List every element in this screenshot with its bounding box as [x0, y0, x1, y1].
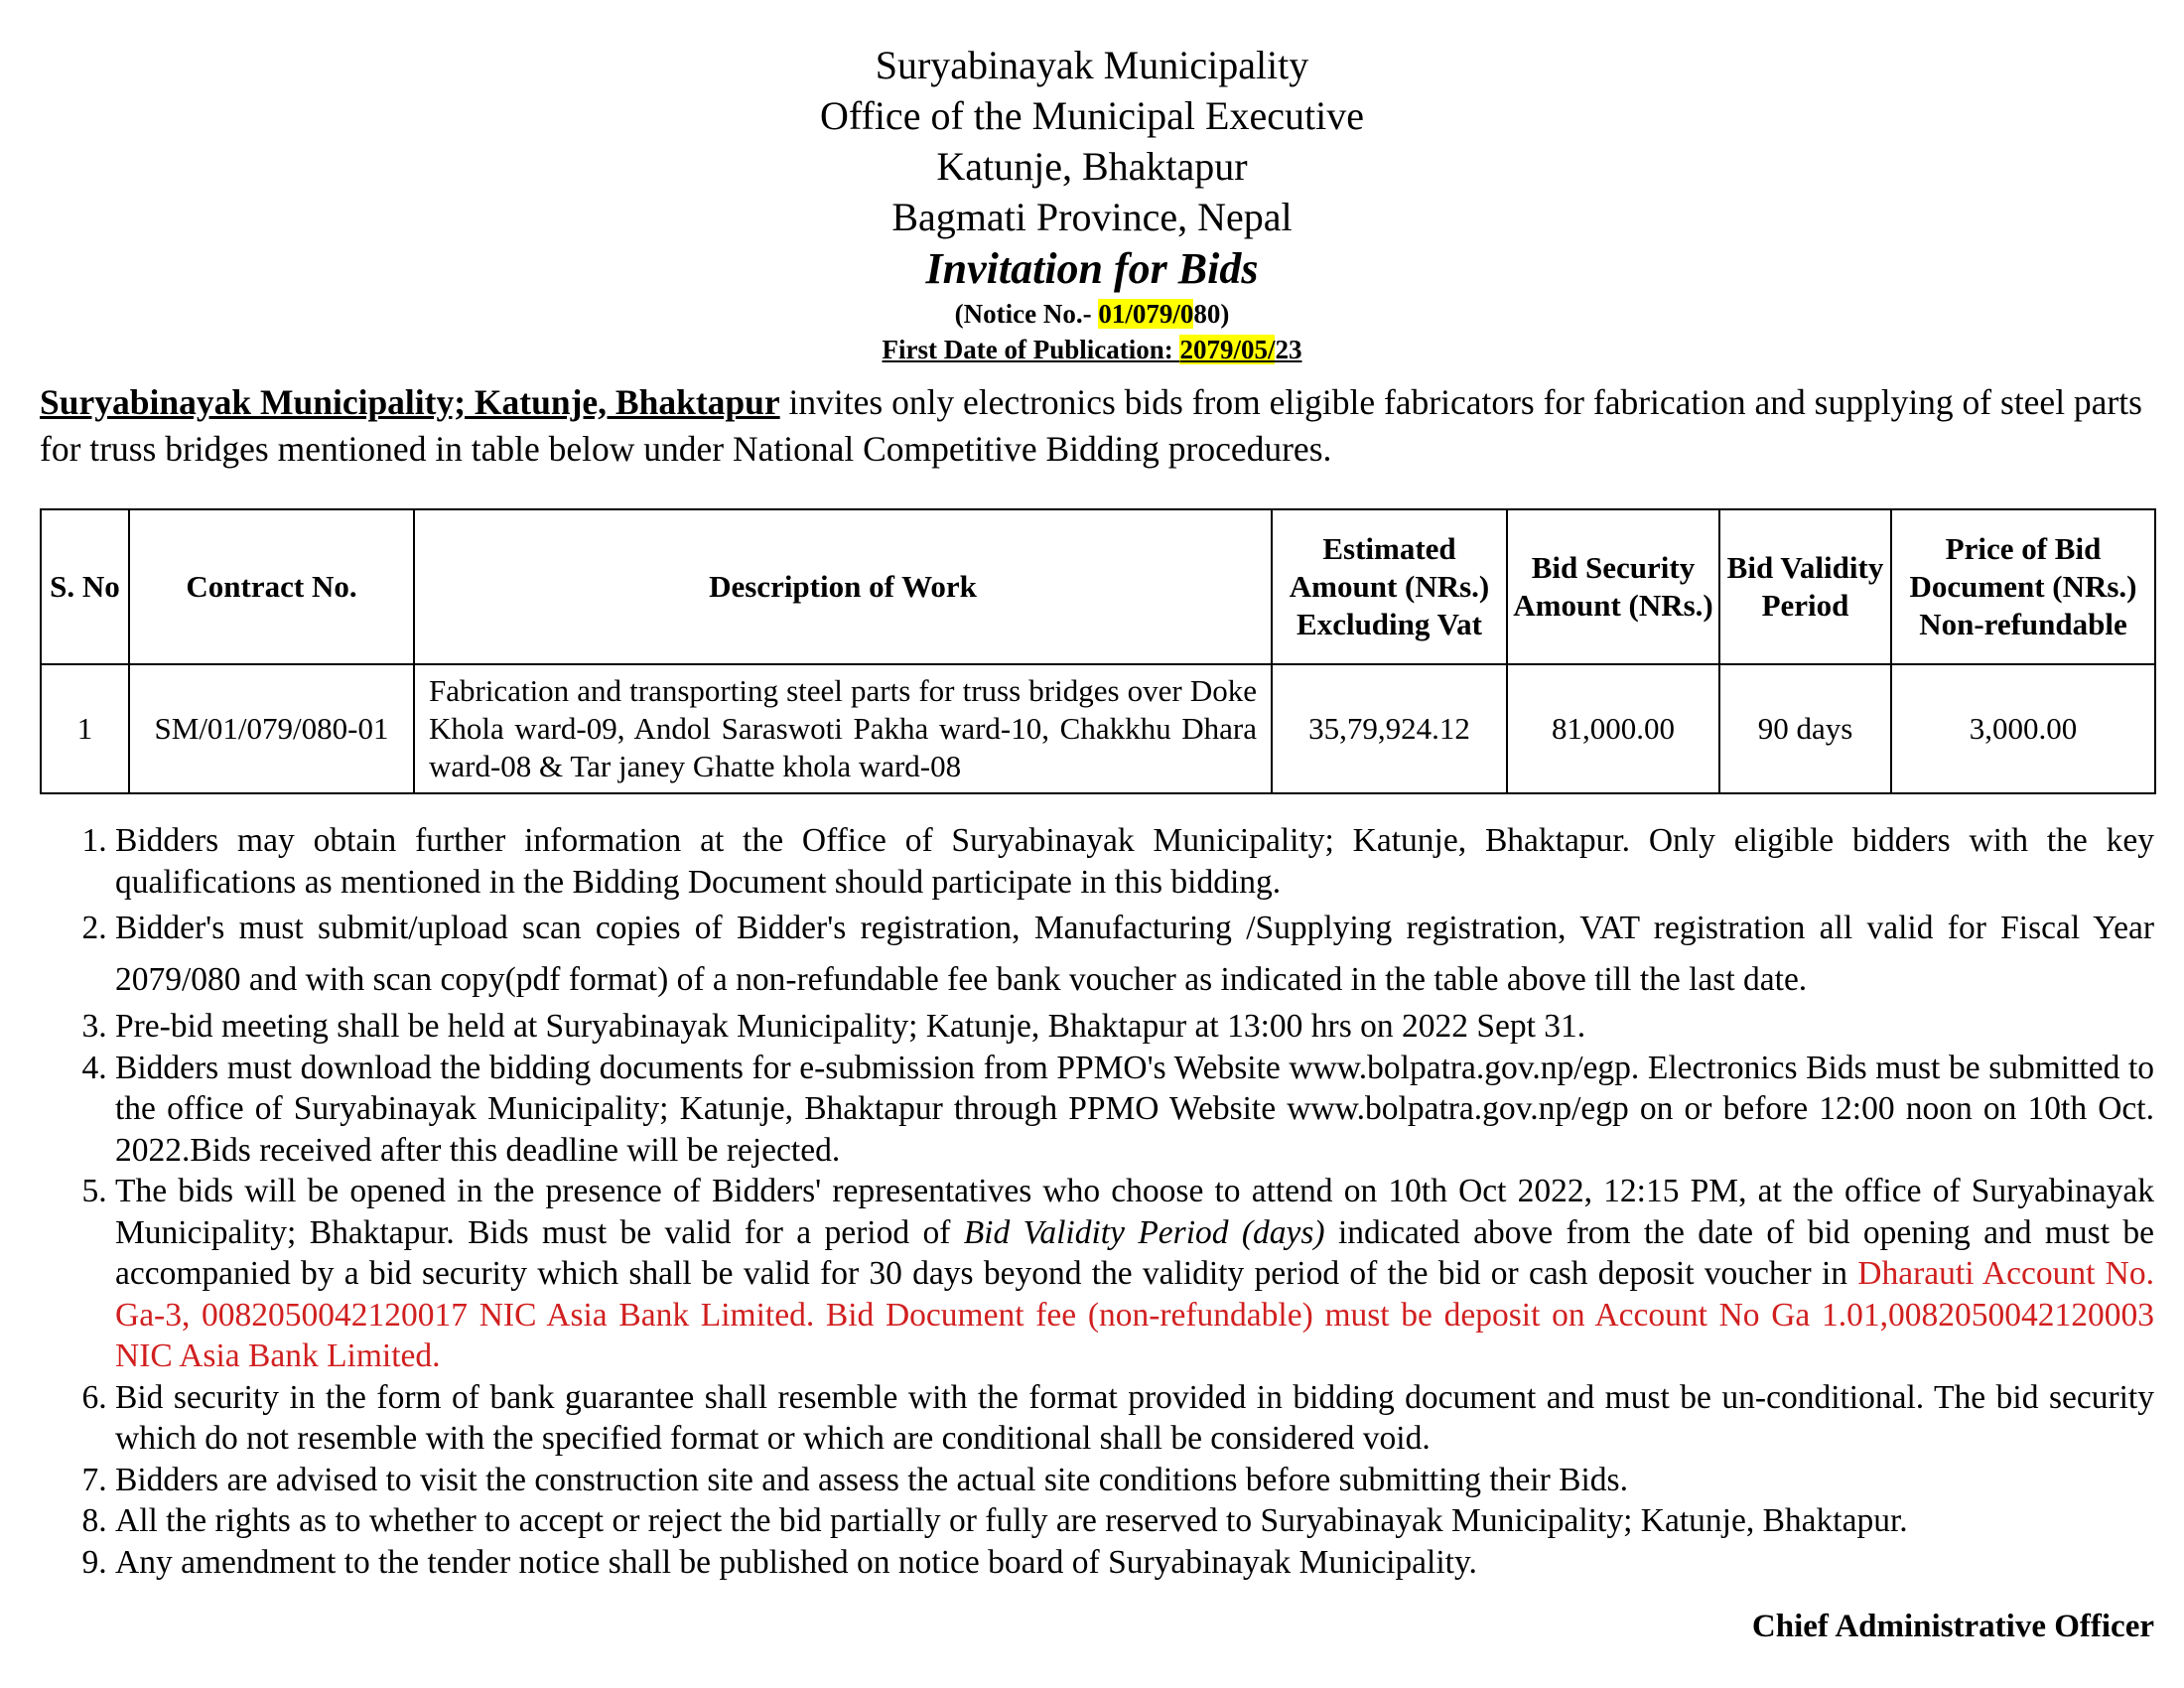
list-item: 1. Bidders may obtain further information at the Office of Suryabinayak Municipality; Katunje, Bhaktapur. Only eligible bidders with the key qualifications as mentioned in the Bidding Document should participate in this bidding.	[115, 820, 2154, 903]
publication-date-highlight: 2079/05/	[1179, 335, 1276, 364]
col-header-sn: S. No	[41, 509, 129, 664]
cell-sn: 1	[41, 664, 129, 793]
col-header-price: Price of Bid Document (NRs.) Non-refundable	[1891, 509, 2155, 664]
notice-number-suffix: 80)	[1193, 299, 1230, 329]
table-header-row	[41, 509, 2155, 664]
list-item: 3. Pre-bid meeting shall be held at Suryabinayak Municipality; Katunje, Bhaktapur at 13:00 hrs on 2022 Sept 31.	[115, 1006, 2154, 1048]
list-item: 9. Any amendment to the tender notice shall be published on notice board of Suryabinayak Municipality.	[115, 1542, 2154, 1584]
col-header-estimated: Estimated Amount (NRs.) Excluding Vat	[1272, 509, 1507, 664]
list-item	[115, 1171, 2154, 1377]
table-row	[41, 664, 2155, 793]
cell-description: Fabrication and transporting steel parts for truss bridges over Doke Khola ward-09, Andol Saraswoti Pakha ward-10, Chakkhu Dhara ward-08 & Tar janey Ghatte khola ward-08	[414, 664, 1272, 793]
col-header-security: Bid Security Amount (NRs.)	[1507, 509, 1719, 664]
cell-contract: SM/01/079/080-01	[129, 664, 414, 793]
notice-conditions-list	[40, 820, 2154, 1583]
publication-date-suffix: 23	[1275, 335, 1302, 364]
note5-italic: Bid Validity Period (days)	[963, 1213, 1325, 1251]
bid-table	[40, 508, 2156, 794]
cell-validity: 90 days	[1719, 664, 1891, 793]
province-country: Bagmati Province, Nepal	[891, 195, 1293, 239]
list-item: 4. Bidders must download the bidding documents for e-submission from PPMO's Website www.bolpatra.gov.np/egp. Electronics Bids must be submitted to the office of Suryabinayak Municipality; Katunje, Bhaktapur through PPMO Website www.bolpatra.gov.np/egp on or before 12:00 noon on 10th Oct. 2022.Bids received after this deadline will be rejected.	[115, 1048, 2154, 1172]
list-item: 8. All the rights as to whether to accept or reject the bid partially or fully are reserved to Suryabinayak Municipality; Katunje, Bhaktapur.	[115, 1500, 2154, 1542]
intro-paragraph	[40, 379, 2154, 473]
intro-text: invites only electronics bids from eligible fabricators for fabrication and supplying of steel parts for truss bridges mentioned in table below under National Competitive Bidding procedures.	[40, 382, 2142, 469]
col-header-validity: Bid Validity Period	[1719, 509, 1891, 664]
intro-entity: Suryabinayak Municipality; Katunje, Bhaktapur	[40, 382, 780, 422]
document-header	[0, 40, 2184, 367]
notice-number-prefix: (Notice No.-	[954, 299, 1099, 329]
list-item: 6. Bid security in the form of bank guarantee shall resemble with the format provided in bidding document and must be un-conditional. The bid security which do not resemble with the specified format or which are conditional shall be considered void.	[115, 1377, 2154, 1460]
note5-text-b: indicated above from the date of bid opening and must be accompanied by a bid security which shall be valid for 30 days beyond the validity period of the bid or cash deposit voucher in	[115, 1213, 2155, 1292]
list-item: 7. Bidders are advised to visit the construction site and assess the actual site conditions before submitting their Bids.	[115, 1460, 2154, 1501]
list-item: 2. Bidder's must submit/upload scan copies of Bidder's registration, Manufacturing /Supplying registration, VAT registration all valid for Fiscal Year 2079/080 and with scan copy(pdf format) of a non-refundable fee bank voucher as indicated in the table above till the last date.	[115, 903, 2154, 1006]
notice-number	[0, 296, 2184, 332]
cell-security: 81,000.00	[1507, 664, 1719, 793]
col-header-contract: Contract No.	[129, 509, 414, 664]
signatory-title: Chief Administrative Officer	[1751, 1609, 2154, 1644]
office-name: Office of the Municipal Executive	[820, 93, 1364, 138]
office-location: Katunje, Bhaktapur	[936, 144, 1248, 189]
cell-estimated: 35,79,924.12	[1272, 664, 1507, 793]
notice-number-highlight: 01/079/0	[1098, 299, 1194, 329]
note5-text-a: The bids will be opened in the presence of Bidders' representatives who choose to attend on 10th Oct 2022, 12:15 PM, at the office of Suryabinayak Municipality; Bhaktapur. Bids must be valid for a period of	[115, 1173, 2154, 1251]
col-header-description: Description of Work	[414, 509, 1272, 664]
cell-price: 3,000.00	[1891, 664, 2155, 793]
note5-account-details: Dharauti Account No. Ga-3, 0082050042120017 NIC Asia Bank Limited. Bid Document fee (non-refundable) must be deposit on Account No Ga 1.01,0082050042120003 NIC Asia Bank Limited.	[115, 1255, 2154, 1374]
publication-date	[0, 332, 2184, 367]
notice-title: Invitation for Bids	[925, 244, 1259, 293]
municipality-name: Suryabinayak Municipality	[875, 43, 1309, 87]
publication-date-prefix: First Date of Publication:	[882, 335, 1180, 364]
